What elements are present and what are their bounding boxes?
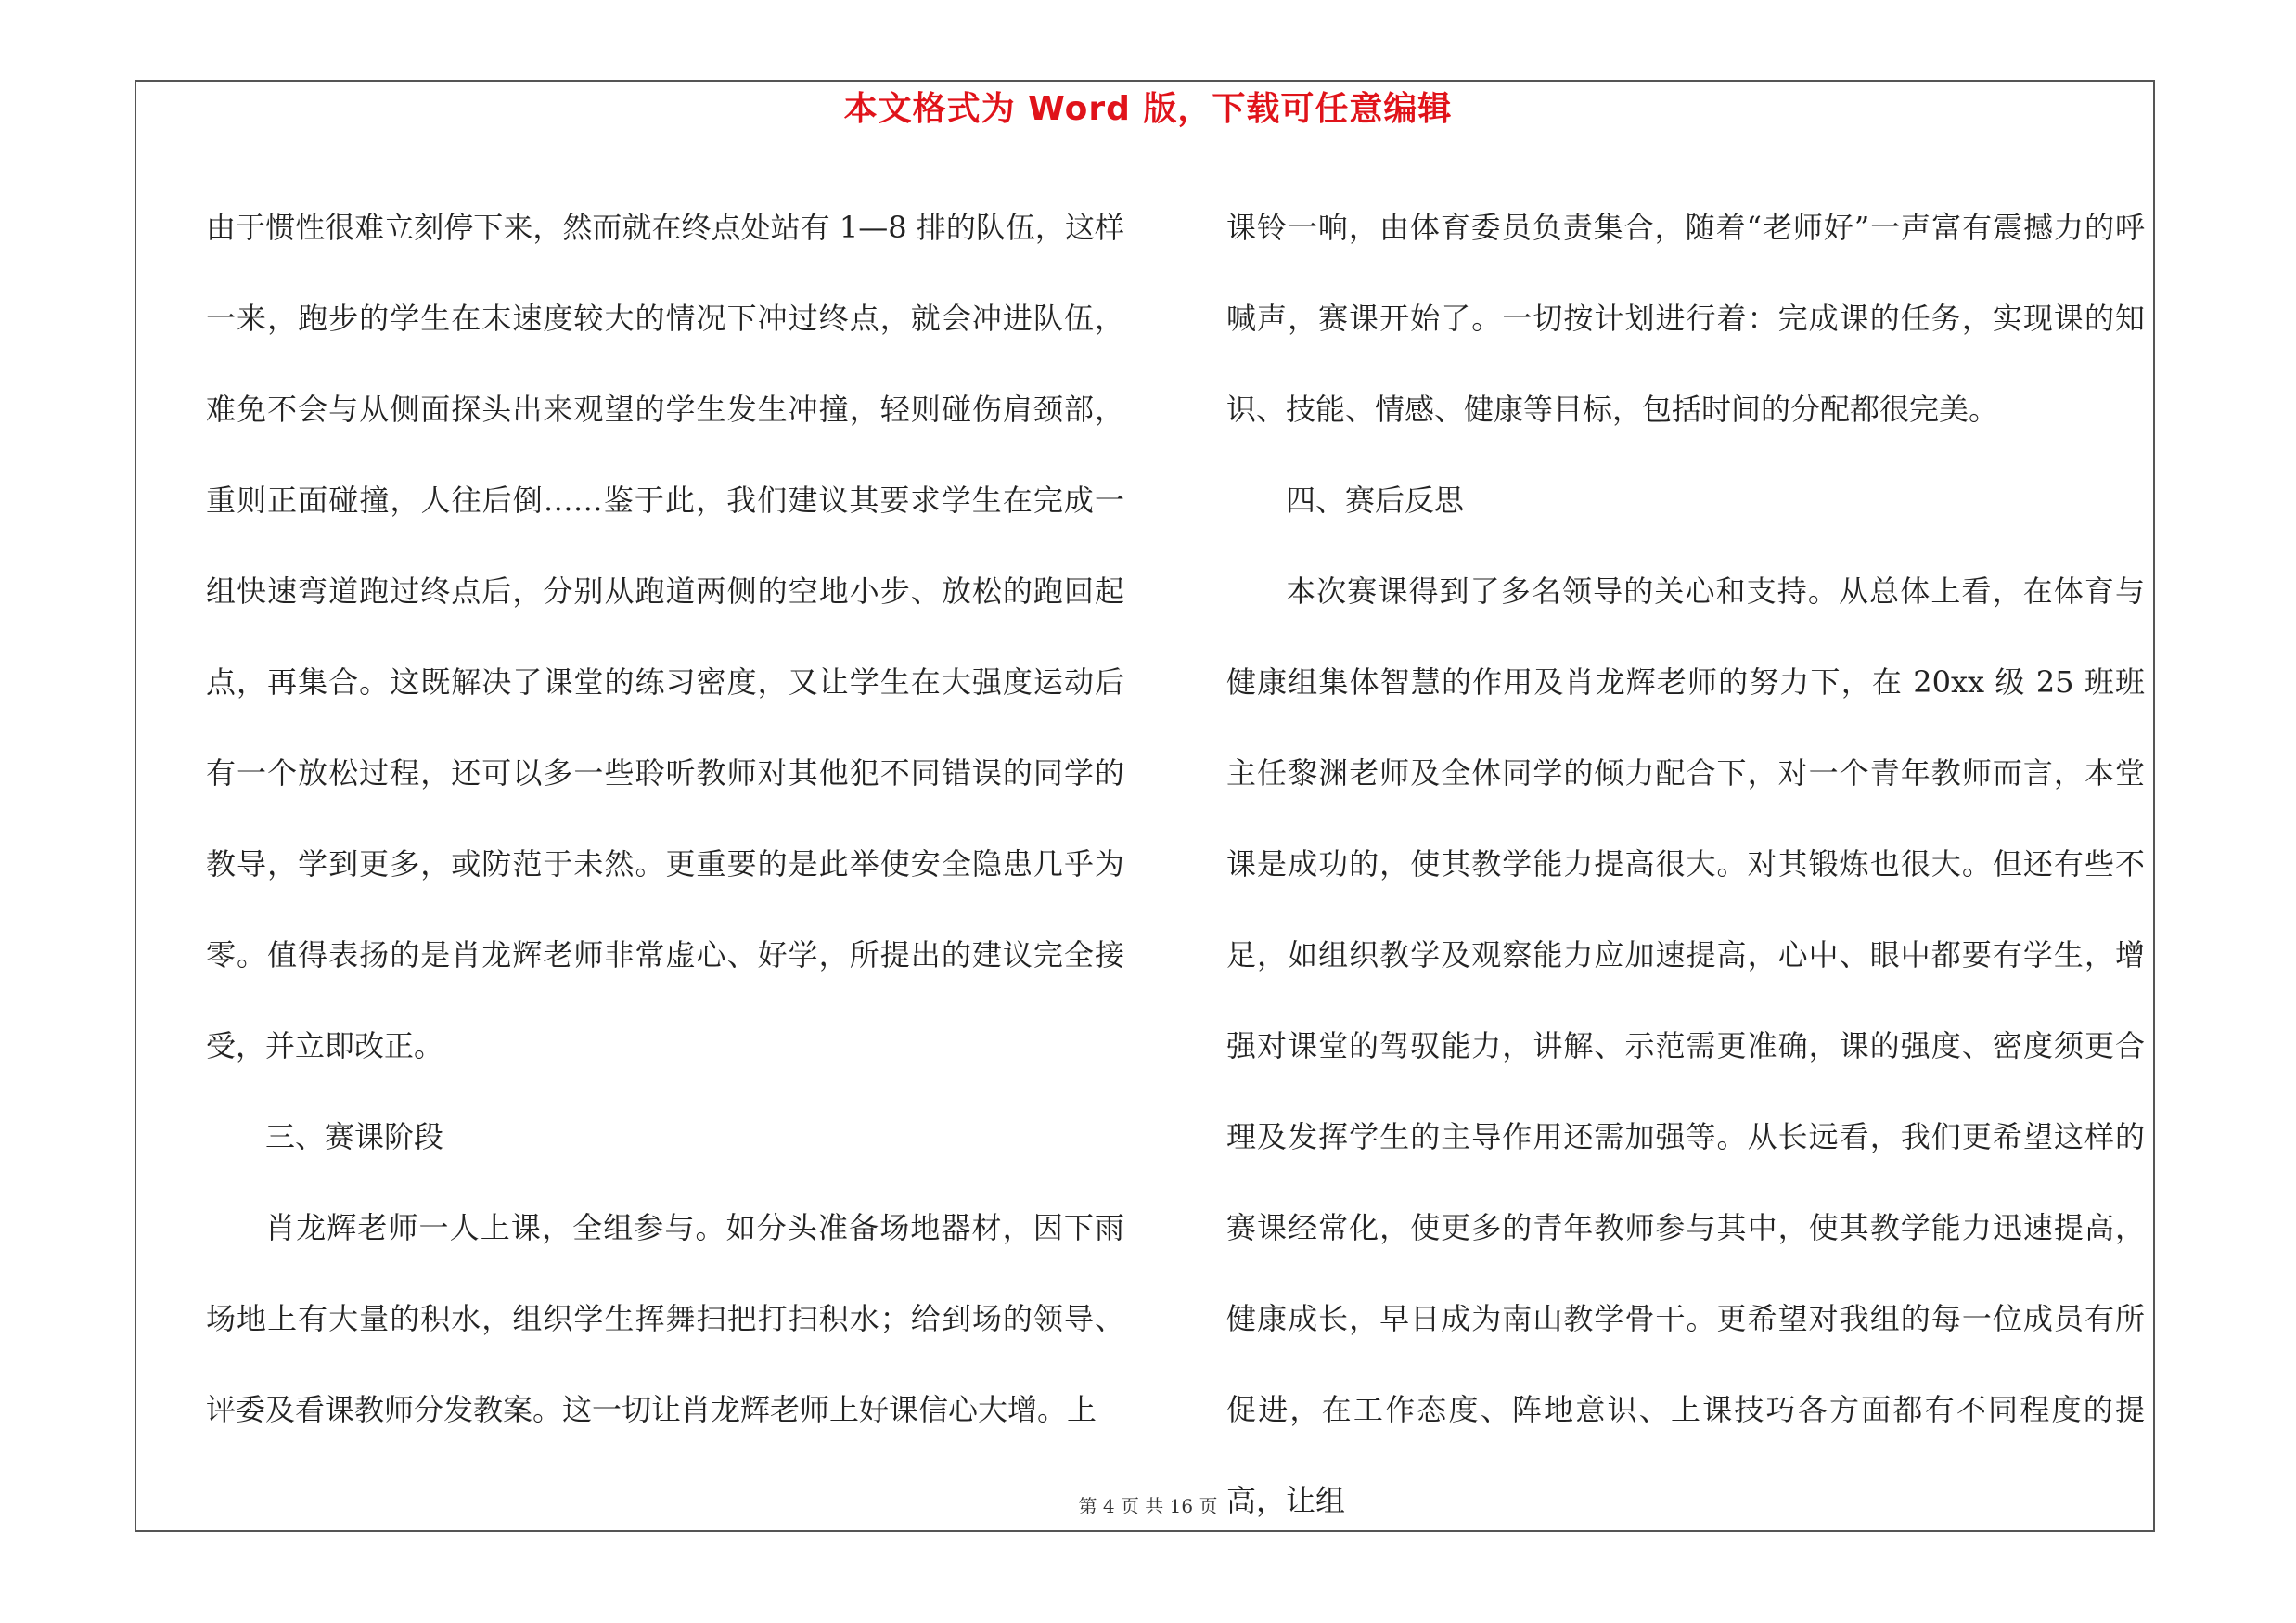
format-banner: 本文格式为 Word 版，下载可任意编辑 <box>843 90 1453 128</box>
page-number-footer: 第 4 页 共 16 页 <box>1078 1495 1218 1517</box>
section-heading-4: 四、赛后反思 <box>1286 483 1465 518</box>
right-paragraph-1: 课铃一响，由体育委员负责集合，随着“老师好”一声富有震撼力的呼喊声，赛课开始了。一切按计划进行着：完成课的任务，实现课的知识、技能、情感、健康等目标，包括时间的分配都很完美。 <box>1226 210 2145 427</box>
right-paragraph-2: 本次赛课得到了多名领导的关心和支持。从总体上看，在体育与健康组集体智慧的作用及肖龙辉老师的努力下，在 20xx 级 25 班班主任黎渊老师及全体同学的倾力配合下，对一个青年教师而言，本堂课是成功的，使其教学能力提高很大。对其锻炼也很大。但还有些不足，如组织教学及观察能力应加速提高，心中、眼中都要有学生，增强对课堂的驾驭能力，讲解、示范需更准确，课的强度、密度须更合理及发挥学生的主导作用还需加强等。从长远看，我们更希望这样的赛课经常化，使更多的青年教师参与其中，使其教学能力迅速提高，健康成长，早日成为南山教学骨干。更希望对我组的每一位成员有所促进，在工作态度、阵地意识、上课技巧各方面都有不同程度的提高，让组 <box>1226 573 2145 1518</box>
left-paragraph-2: 肖龙辉老师一人上课，全组参与。如分头准备场地器材，因下雨场地上有大量的积水，组织学生挥舞扫把打扫积水；给到场的领导、评委及看课教师分发教案。这一切让肖龙辉老师上好课信心大增。上 <box>206 1210 1124 1427</box>
left-text-column <box>206 182 1124 1455</box>
left-paragraph-1: 由于惯性很难立刻停下来，然而就在终点处站有 1—8 排的队伍，这样一来，跑步的学生在末速度较大的情况下冲过终点，就会冲进队伍，难免不会与从侧面探头出来观望的学生发生冲撞，轻则碰伤肩颈部，重则正面碰撞，人往后倒……鉴于此，我们建议其要求学生在完成一组快速弯道跑过终点后，分别从跑道两侧的空地小步、放松的跑回起点，再集合。这既解决了课堂的练习密度，又让学生在大强度运动后有一个放松过程，还可以多一些聆听教师对其他犯不同错误的同学的教导，学到更多，或防范于未然。更重要的是此举使安全隐患几乎为零。值得表扬的是肖龙辉老师非常虚心、好学，所提出的建议完全接受，并立即改正。 <box>206 210 1124 1063</box>
section-heading-3: 三、赛课阶段 <box>265 1119 444 1154</box>
right-text-column <box>1226 182 2145 1546</box>
